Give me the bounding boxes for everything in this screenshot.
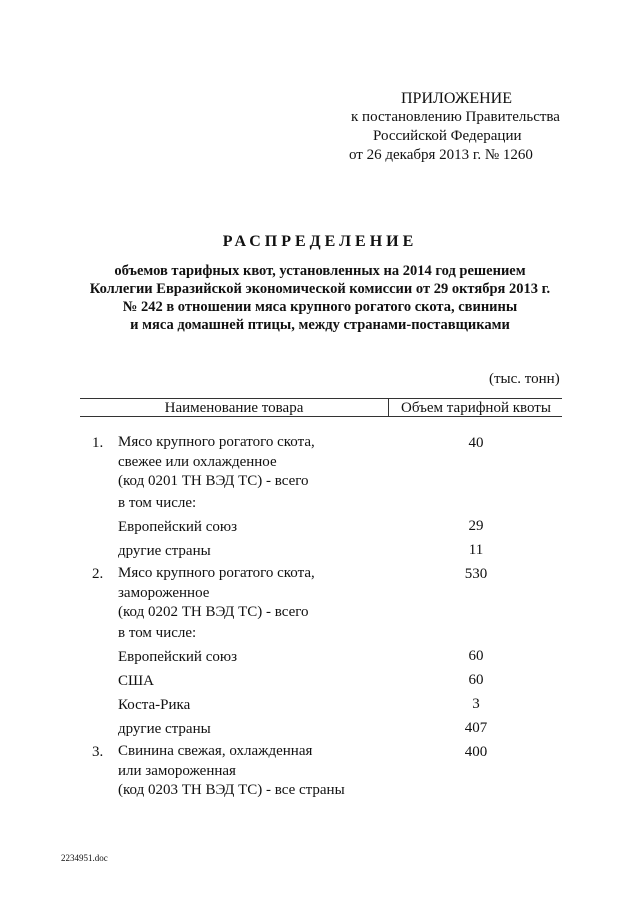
item-line: Свинина свежая, охлажденная xyxy=(118,743,313,759)
sub-row-name: другие страны xyxy=(118,543,211,559)
item-value: 40 xyxy=(468,435,484,451)
subtitle-line: № 242 в отношении мяса крупного рогатого скота, свинины xyxy=(122,299,518,315)
sub-row-value: 11 xyxy=(468,542,484,558)
item-value: 400 xyxy=(464,744,488,760)
item-value: 530 xyxy=(464,566,488,582)
item-description xyxy=(118,433,315,492)
units-label: (тыс. тонн) xyxy=(489,371,560,387)
sub-row-name: Европейский союз xyxy=(118,649,237,665)
item-line: свежее или охлажденное xyxy=(118,453,277,470)
sub-row-name: США xyxy=(118,673,154,689)
document-title: РАСПРЕДЕЛЕНИЕ xyxy=(222,233,418,250)
sub-row-value: 60 xyxy=(468,672,484,688)
item-line: или замороженная xyxy=(118,762,236,779)
item-number: 3. xyxy=(92,744,104,760)
item-number: 2. xyxy=(92,566,104,582)
sub-row-name: Европейский союз xyxy=(118,519,237,535)
item-description xyxy=(118,742,345,801)
appendix-line-3: Российской Федерации xyxy=(373,128,522,144)
item-line: Мясо крупного рогатого скота, xyxy=(118,565,315,581)
subtitle-line: объемов тарифных квот, установленных на 2014 год решением xyxy=(114,263,526,279)
header-top-rule xyxy=(80,398,562,399)
sub-row-name: другие страны xyxy=(118,721,211,737)
sub-row-name: Коста-Рика xyxy=(118,697,191,713)
subheader: в том числе: xyxy=(118,625,197,641)
item-line: (код 0201 ТН ВЭД ТС) - всего xyxy=(118,473,309,489)
subheader: в том числе: xyxy=(118,495,197,511)
appendix-label: ПРИЛОЖЕНИЕ xyxy=(401,90,513,107)
column-header-name: Наименование товара xyxy=(164,400,304,416)
item-line: Мясо крупного рогатого скота, xyxy=(118,434,315,450)
document-subtitle xyxy=(60,262,580,334)
item-number: 1. xyxy=(92,435,104,451)
item-line: (код 0202 ТН ВЭД ТС) - всего xyxy=(118,604,309,620)
item-line: замороженное xyxy=(118,584,210,601)
sub-row-value: 29 xyxy=(468,518,484,534)
sub-row-value: 3 xyxy=(472,696,480,712)
appendix-block xyxy=(0,0,640,170)
subtitle-line: Коллегии Евразийской экономической комиссии от 29 октября 2013 г. xyxy=(89,281,551,297)
subtitle-line: и мяса домашней птицы, между странами-поставщиками xyxy=(130,317,510,333)
appendix-line-2: к постановлению Правительства xyxy=(351,109,560,125)
sub-row-value: 407 xyxy=(464,720,488,736)
item-description xyxy=(118,564,315,623)
item-line: (код 0203 ТН ВЭД ТС) - все страны xyxy=(118,782,345,798)
file-name-footer: 2234951.doc xyxy=(61,853,108,863)
column-header-volume: Объем тарифной квоты xyxy=(401,400,551,416)
appendix-line-4: от 26 декабря 2013 г. № 1260 xyxy=(349,147,533,163)
sub-row-value: 60 xyxy=(468,648,484,664)
header-bottom-rule xyxy=(80,416,562,417)
